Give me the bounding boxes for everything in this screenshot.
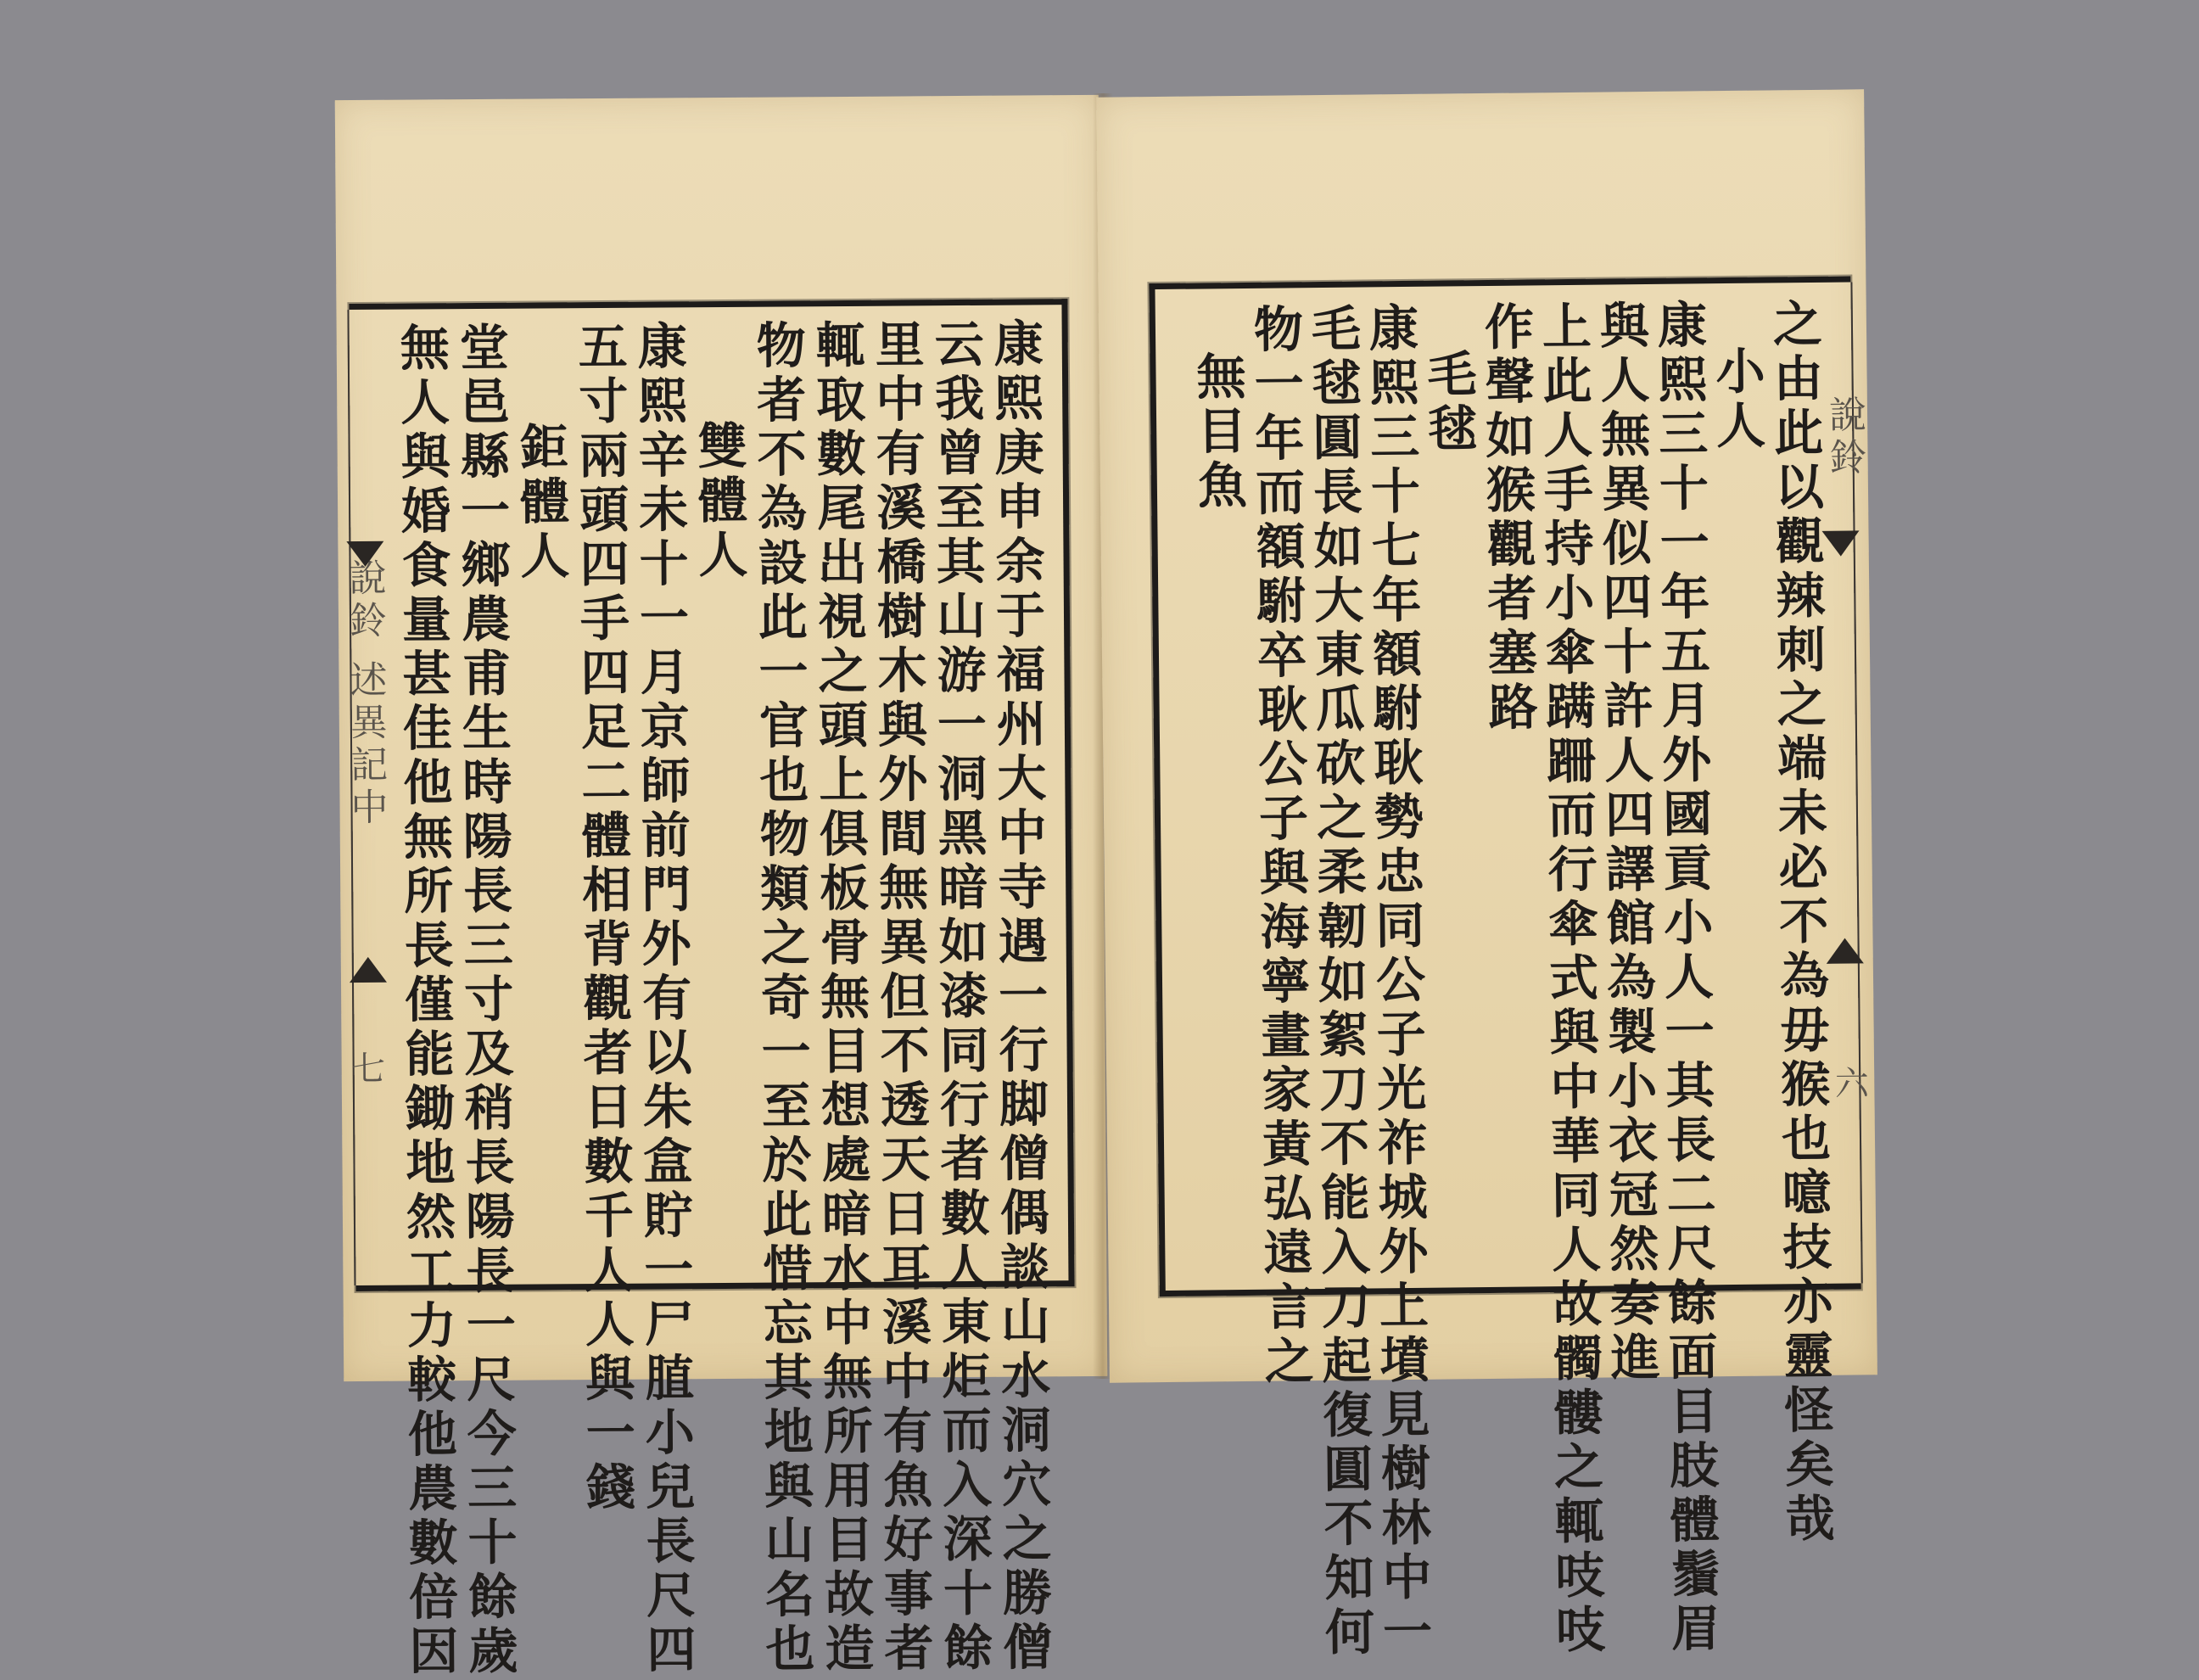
right-col-9: 毛毬圓長如大東瓜砍之柔韌如絮刀不能入刀起復圓不知何 [1302,302,1375,1661]
left-page [335,95,1108,1680]
left-col-5: 物者不為設此一官也物類之奇一至於此惜忘其地與山名也 [747,319,815,1677]
left-col-10: 堂邑縣一鄉農甫生時陽長三寸及稍長陽長一尺今三十餘歲 [450,321,518,1680]
right-col-1: 之由此以觀辣刺之端未必不為毋猴也噫技亦靈怪矣哉 [1764,297,1836,1548]
fish-tail-mark-lower-left [350,957,387,983]
right-col-11-heading: 無目魚 [1188,350,1248,514]
left-col-9-heading: 鉅體人 [511,421,570,585]
left-col-1: 康熙庚申余于福州大中寺遇一行脚僧偶談山水洞穴之勝僧 [985,317,1053,1676]
fish-tail-mark-upper-right [1821,530,1859,556]
left-margin-page-number: 七 [345,1050,385,1090]
right-col-2-heading: 小人 [1707,344,1766,455]
right-margin-page-number: 六 [1829,1065,1869,1105]
right-col-7-heading: 毛毬 [1418,348,1478,457]
left-col-6-heading: 雙體人 [689,419,748,584]
left-col-7: 康熙辛未十一月京師前門外有以朱盒貯一尸䐈小兒長尺四 [629,320,697,1678]
right-col-3: 康熙三十一年五月外國貢小人一其長二尺餘面目肢體鬚眉 [1648,299,1721,1657]
left-margin-title: 說鈴 述異記中 [342,557,388,831]
right-page [1096,89,1877,1661]
left-col-3: 里中有溪橋樹木與外間無異但不透天日耳溪中有魚好事者 [866,318,934,1677]
left-col-4: 輒取數尾出視之頭上俱板骨無目想處暗水中無所用目故造 [807,318,875,1677]
right-col-8: 康熙三十七年額駙耿勢忠同公子光祚城外上墳見樹林中一 [1360,301,1433,1660]
fish-tail-mark-upper-left [346,541,383,567]
right-margin-title: 說鈴 [1821,395,1866,480]
left-col-2: 云我曾至其山游一洞黑暗如漆同行者數人東炬而入深十餘 [926,317,993,1677]
left-col-11: 無人與婚食量甚佳他無所長僅能鋤地然工力較他農數倍因 [391,322,459,1680]
right-col-10: 物一年而額駙卒耿公子與海寧畫家黃弘遠言之 [1245,303,1315,1390]
right-col-4: 與人無異似四十許人四譯館為製小衣冠然奏進 [1591,299,1661,1386]
right-col-6: 作聲如猴觀者塞路 [1475,300,1538,736]
fish-tail-mark-lower-right [1827,938,1864,963]
left-col-8: 五寸兩頭四手四足二體相背觀者日數千人人與一錢 [569,320,636,1516]
right-col-5: 上此人手持小傘蹒跚而行傘式與中華同人故髑髏之輒吱吱 [1533,300,1606,1659]
